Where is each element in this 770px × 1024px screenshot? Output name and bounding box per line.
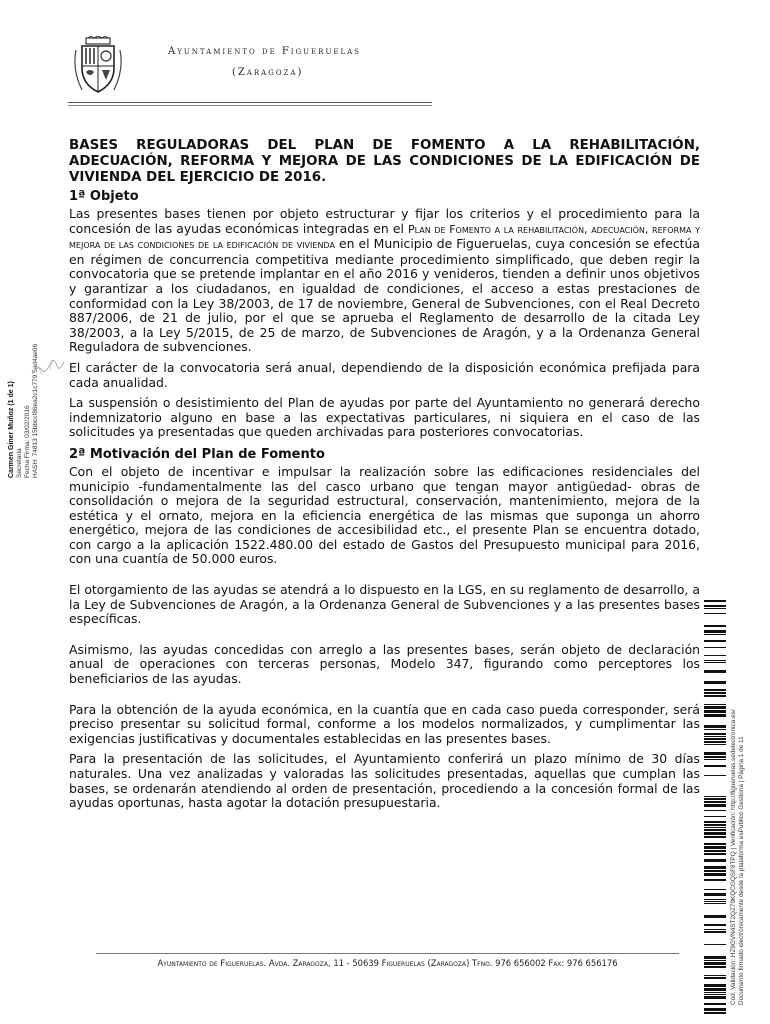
barcode-stripe [704,729,726,730]
barcode-stripe [704,756,726,758]
barcode-stripe [704,630,726,633]
barcode-stripe [704,984,726,987]
barcode-stripe [704,796,726,797]
barcode-stripe [704,846,726,849]
barcode-stripe [704,689,726,691]
barcode-stripe [704,692,726,694]
barcode-stripe [704,966,726,968]
handwritten-signature-icon [28,348,68,382]
barcode-stripe [704,859,726,862]
document-body [69,138,700,817]
section-1-heading: 1ª Objeto [69,189,139,204]
footer-rule [96,953,679,954]
barcode-stripe [704,944,726,945]
barcode-stripe [704,634,726,635]
barcode-stripe [704,695,726,697]
verification-block [730,640,752,1005]
barcode-stripe [704,870,726,872]
barcode-stripe [704,824,726,826]
barcode-stripe [704,1012,726,1014]
barcode-stripe [704,889,726,890]
barcode-stripe [704,752,726,755]
barcode-stripe [704,850,726,852]
verification-platform: Documento firmado electrónicamente desde la plataforma esPublico Gestiona | Página 1 de 11 [738,736,745,1005]
barcode-stripe [704,810,726,811]
barcode-stripe [704,879,726,881]
barcode-stripe [704,605,726,607]
barcode-stripe [704,1008,726,1011]
barcode-stripe [704,804,726,807]
plan-name-smallcaps: Plan de Fomento a la rehabilitación, adecuación, reforma y mejora de las condiciones de la edificación de vivienda [69,222,700,252]
barcode-stripe [704,759,726,760]
barcode-stripe [704,873,726,876]
barcode-stripe [704,924,726,926]
barcode-stripe [704,725,726,728]
barcode-stripe [704,843,726,845]
barcode-stripe [704,660,726,661]
section-2-paragraph-3: Asimismo, las ayudas concedidas con arreglo a las presentes bases, serán objeto de declaración anual de operaciones con terceras personas, Modelo 347, figurando como perceptores los beneficiarios de las ayudas. [69,641,700,687]
barcode-stripe [704,829,726,831]
barcode-icon [704,600,726,1015]
barcode-stripe [704,801,726,803]
organization-province: (Zaragoza) [232,67,304,78]
barcode-stripe [704,816,726,817]
barcode-stripe [704,962,726,965]
barcode-stripe [704,960,726,961]
barcode-stripe [704,992,726,993]
header-rule-secondary [68,105,432,106]
barcode-stripe [704,836,726,838]
barcode-stripe [704,613,726,614]
barcode-stripe [704,915,726,918]
barcode-stripe [704,704,726,705]
barcode-stripe [704,994,726,995]
section-2-heading: 2ª Motivación del Plan de Fomento [69,446,325,462]
barcode-stripe [704,956,726,959]
barcode-stripe [704,655,726,656]
barcode-stripe [704,827,726,828]
signature-date: Fecha Firma: 03/02/2016 [24,405,31,478]
barcode-stripe [704,706,726,709]
barcode-stripe [704,765,726,767]
signer-role: Secretaria [16,448,23,478]
section-2-paragraph-2: El otorgamiento de las ayudas se atendrá a lo dispuesto en la LGS, en su reglamento de desarrollo, a la Ley de Subvenciones de Aragón, a la Ordenanza General de Subvenciones y a las presentes bases específicas. [69,582,700,627]
barcode-stripe [704,600,726,602]
signer-name: Carmen Giner Muñoz (1 de 1) [8,381,15,478]
barcode-stripe [704,903,726,904]
section-2-paragraph-1: Con el objeto de incentivar e impulsar la realización sobre las edificaciones residenciales del municipio -fundamentalmente las del casco urbano que tengan mayor antigüedad- obras de consolidación o mejora de la seguridad estructural, conservación, mantenimiento, mejora de la estética y el ornato, mejora en la eficiencia energética de las mismas que suponga un ahorro energético, mejora de las condiciones de accesibilidad etc., el presente Plan se encuentra dotado, con cargo a la aplicación 1522.480.00 del estado de Gastos del Presupuesto municipal para 2016, con una cuantía de 50.000 euros. [69,463,700,567]
barcode-stripe [704,741,726,743]
barcode-stripe [704,901,726,902]
document-title: BASES REGULADORAS DEL PLAN DE FOMENTO A LA REHABILITACIÓN, ADECUACIÓN, REFORMA Y MEJORA DE LAS CONDICIONES DE LA EDIFICACIÓN DE VIVIENDA DEL EJERCICIO DE 2016. [69,138,700,185]
barcode-stripe [704,931,726,933]
barcode-stripe [704,798,726,800]
verification-code: Cód. Validación: HZ9GVN4ST2QZ79KQCGQSF8TPQ | Verificación: http://figueruelas.sedelectronica.es/ [730,709,737,1005]
barcode-stripe [704,775,726,776]
section-1-paragraph-1: Las presentes bases tienen por objeto estructurar y fijar los criterios y el procedimiento para la concesión de las ayudas económicas integradas en el Plan de Fomento a la rehabilitación, adecuación, reforma y mejora de las condiciones de la edificación de vivienda en el Municipio de Figueruelas, cuya concesión se efectúa en régimen de concurrencia competitiva mediante procedimiento simplificado, que deben regir la convocatoria que se pretende implantar en el año 2016 y venideros, tienden a definir unos objetivos y garantizar a los ciudadanos, en igualdad de condiciones, el acceso a estas prestaciones de conformidad con la Ley 38/2003, de 17 de noviembre, General de Subvenciones, con el Real Decreto 887/2006, de 21 de julio, por el que se aprueba el Reglamento de desarrollo de la citada Ley 38/2003, a la Ley 5/2015, de 25 de marzo, de Subvenciones de Aragón, y a la Ordenanza General Reguladora de subvenciones. [69,206,700,355]
barcode-stripe [704,608,726,609]
section-1-paragraph-2: El carácter de la convocatoria será anual, dependiendo de la disposición económica prefijada para cada anualidad. [69,359,700,390]
section-1-paragraph-3: La suspensión o desistimiento del Plan de ayudas por parte del Ayuntamiento no generará derecho indemnizatorio alguno en base a las expectativas particulares, ni siquiera en el caso de las solicitudes ya presentadas que queden archivadas para posteriores convocatorias. [69,395,700,440]
barcode-stripe [704,832,726,835]
barcode-stripe [704,1003,726,1005]
section-2-paragraph-4: Para la obtención de la ayuda económica, en la cuantía que en cada caso pueda corresponder, será preciso presentar su solicitud formal, conforme a los modelos normalizados, y cumplimentar las exigencias justificativas y documentales establecidas en las presentes bases. [69,701,700,746]
barcode-stripe [704,738,726,740]
barcode-stripe [704,736,726,737]
barcode-stripe [704,647,726,648]
section-2-paragraph-5: Para la presentación de las solicitudes, el Ayuntamiento conferirá un plazo mínimo de 30 días naturales. Una vez analizadas y valoradas las solicitudes presentadas, aquellas que cumplan las bases, se ordenarán atendiendo al orden de presentación, procediendo a la concesión formal de las ayudas oportunas, hasta agotar la dotación presupuestaria. [69,751,700,811]
coat-of-arms-icon [72,36,124,96]
barcode-stripe [704,893,726,896]
signature-hash: HASH: 74813 15bbccf86ea2c1c779 5ad4ae06 [32,343,39,478]
barcode-stripe [704,899,726,900]
footer-address: Ayuntamiento de Figueruelas. Avda. Zaragoza, 11 - 50639 Figueruelas (Zaragoza) Tfno. 976 656002 Fax: 976 656176 [157,958,618,968]
barcode-stripe [704,821,726,823]
barcode-stripe [704,744,726,745]
barcode-stripe [704,640,726,642]
barcode-stripe [704,996,726,999]
barcode-stripe [704,975,726,976]
header-rule [68,102,432,103]
organization-name: Ayuntamiento de Figueruelas [168,46,361,57]
barcode-stripe [704,625,726,627]
barcode-stripe [704,714,726,717]
barcode-stripe [704,853,726,855]
barcode-stripe [704,866,726,869]
barcode-stripe [704,733,726,735]
signature-block [8,178,66,478]
barcode-stripe [704,681,726,684]
barcode-stripe [704,988,726,991]
barcode-stripe [704,977,726,979]
barcode-stripe [704,662,726,663]
barcode-stripe [704,670,726,673]
barcode-stripe [704,929,726,930]
barcode-stripe [704,710,726,713]
